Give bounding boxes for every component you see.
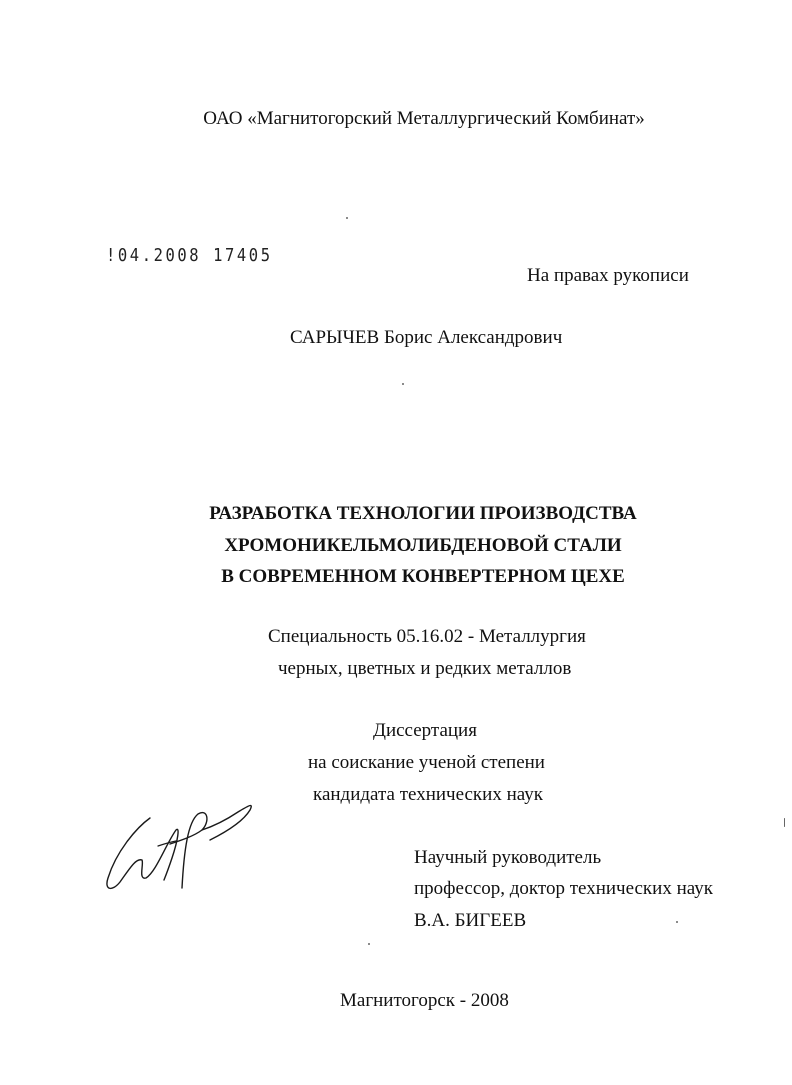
scan-speck — [402, 383, 404, 385]
scan-speck — [346, 217, 348, 219]
title-line-3: В СОВРЕМЕННОМ КОНВЕРТЕРНОМ ЦЕХЕ — [221, 566, 625, 587]
supervisor-role: Научный руководитель — [414, 847, 602, 868]
supervisor-name: В.А. БИГЕЕВ — [414, 910, 527, 931]
organization-name: ОАО «Магнитогорский Металлургический Комбинат» — [203, 108, 645, 129]
supervisor-degree: профессор, доктор технических наук — [414, 878, 713, 899]
manuscript-rights-note: На правах рукописи — [527, 265, 689, 286]
author-name: САРЫЧЕВ Борис Александрович — [290, 327, 563, 348]
dissertation-degree: кандидата технических наук — [313, 784, 543, 805]
registration-stamp: !04.2008 17405 — [106, 245, 273, 266]
title-line-2: ХРОМОНИКЕЛЬМОЛИБДЕНОВОЙ СТАЛИ — [224, 535, 622, 556]
specialty-line-1: Специальность 05.16.02 - Металлургия — [268, 626, 586, 647]
scan-speck — [676, 921, 678, 923]
scan-speck — [784, 818, 785, 827]
scan-speck — [368, 943, 370, 945]
city-year: Магнитогорск - 2008 — [340, 990, 509, 1011]
handwritten-signature — [98, 800, 268, 900]
dissertation-label: Диссертация — [373, 720, 477, 741]
specialty-line-2: черных, цветных и редких металлов — [278, 658, 572, 679]
dissertation-purpose: на соискание ученой степени — [308, 752, 545, 773]
title-line-1: РАЗРАБОТКА ТЕХНОЛОГИИ ПРОИЗВОДСТВА — [209, 503, 637, 524]
